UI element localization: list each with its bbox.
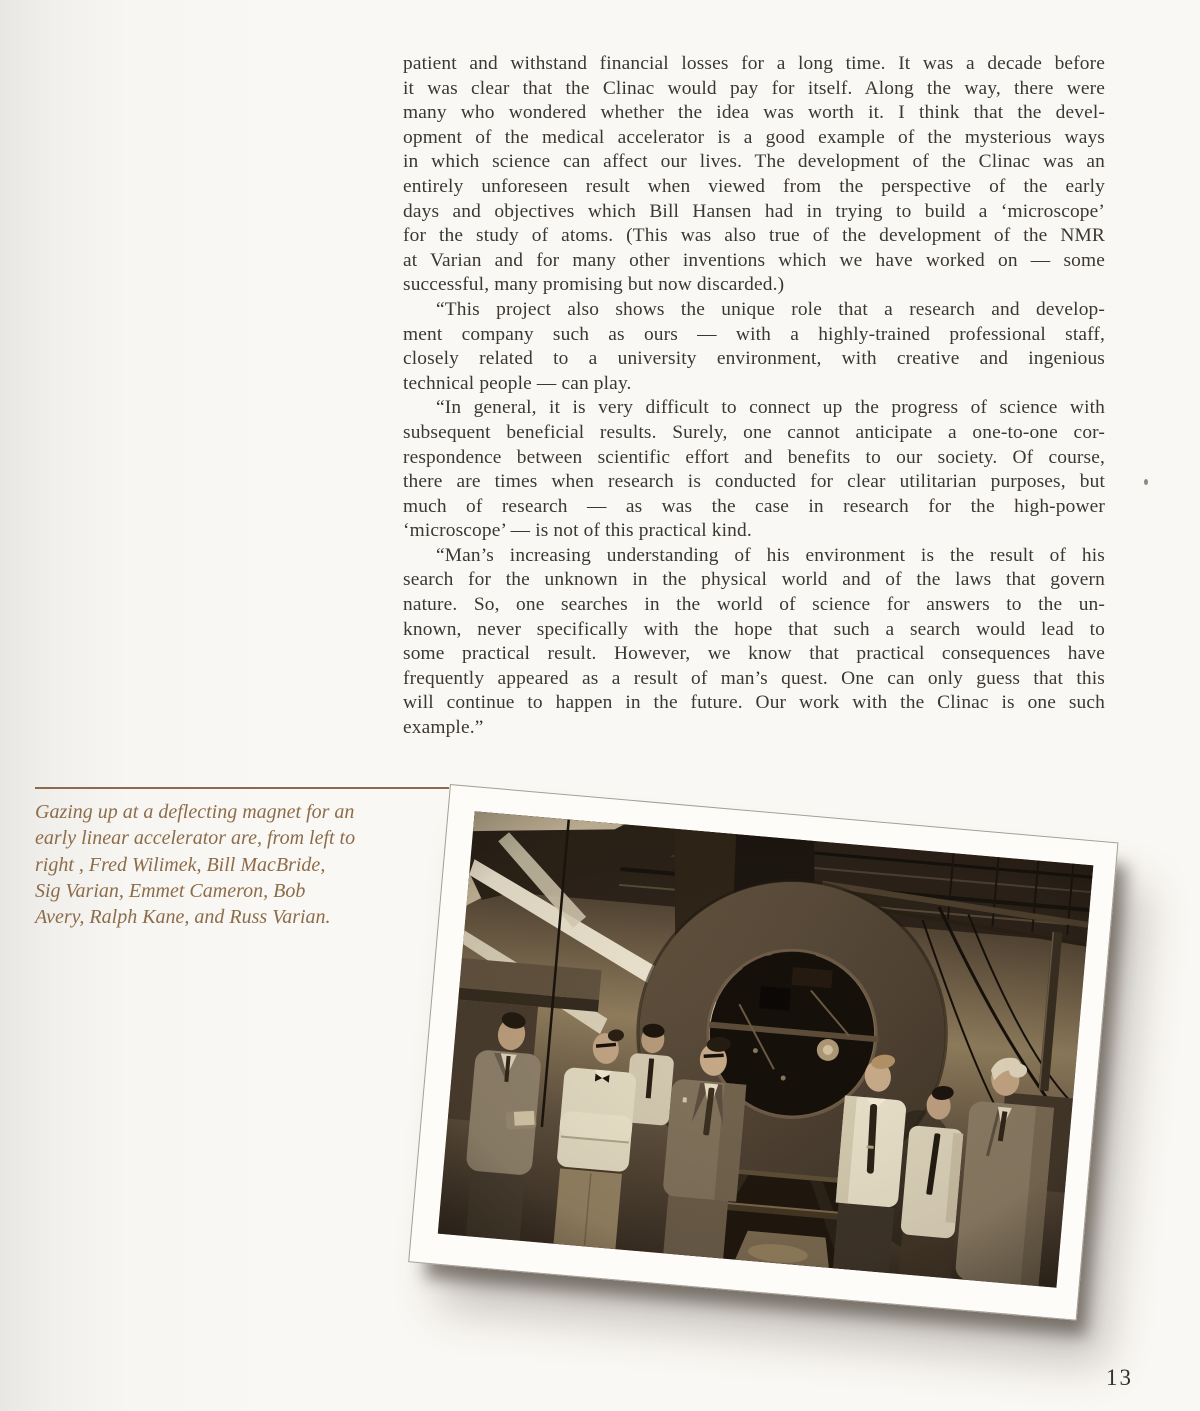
scan-speck bbox=[1144, 479, 1148, 485]
text-line: much of research — as was the case in research for the high-power bbox=[403, 495, 1105, 517]
text-line: search for the unknown in the physical world and of the laws that govern bbox=[403, 569, 1105, 591]
caption-line: Sig Varian, Emmet Cameron, Bob bbox=[35, 879, 306, 902]
text-line: known, never specifically with the hope that such a search would lead to bbox=[403, 618, 1105, 640]
text-line: “Man’s increasing understanding of his environment is the result of his bbox=[436, 544, 1105, 566]
caption-line: Gazing up at a deflecting magnet for an bbox=[35, 801, 355, 823]
page-number: 13 bbox=[1106, 1365, 1133, 1390]
photo-illustration bbox=[438, 811, 1094, 1288]
text-line: technical people — can play. bbox=[403, 372, 632, 394]
text-line: ‘microscope’ — is not of this practical kind. bbox=[403, 520, 752, 542]
text-line: “This project also shows the unique role that a research and develop- bbox=[436, 298, 1105, 320]
vignette bbox=[438, 811, 1094, 1288]
text-line: entirely unforeseen result when viewed from the perspective of the early bbox=[403, 175, 1105, 197]
text-line: will continue to happen in the future. Our work with the Clinac is one such bbox=[403, 692, 1105, 714]
text-line: respondence between scientific effort and benefits to our society. Of course, bbox=[403, 446, 1105, 468]
paragraph bbox=[403, 52, 1105, 298]
paragraph bbox=[403, 396, 1105, 544]
text-line: at Varian and for many other inventions which we have worked on — some bbox=[403, 249, 1105, 271]
caption-line: early linear accelerator are, from left to bbox=[35, 827, 356, 850]
photo-caption bbox=[35, 799, 405, 930]
text-line: days and objectives which Bill Hansen had in trying to build a ‘microscope’ bbox=[403, 200, 1105, 222]
text-line: in which science can affect our lives. The development of the Clinac was an bbox=[403, 151, 1105, 173]
text-line: “In general, it is very difficult to connect up the progress of science with bbox=[436, 397, 1105, 419]
text-line: nature. So, one searches in the world of science for answers to the un- bbox=[403, 594, 1105, 616]
text-line: some practical result. However, we know that practical consequences have bbox=[403, 643, 1105, 665]
paragraph bbox=[403, 298, 1105, 396]
body-text bbox=[403, 52, 1105, 741]
text-line: example.” bbox=[403, 717, 484, 739]
caption-rule bbox=[35, 787, 449, 789]
text-line: subsequent beneficial results. Surely, one cannot anticipate a one-to-one cor- bbox=[403, 421, 1105, 443]
text-line: patient and withstand financial losses for a long time. It was a decade before bbox=[403, 53, 1105, 74]
photograph bbox=[438, 811, 1094, 1288]
text-line: ment company such as ours — with a highly-trained professional staff, bbox=[403, 323, 1105, 345]
text-line: closely related to a university environment, with creative and ingenious bbox=[403, 348, 1105, 370]
caption-line: Avery, Ralph Kane, and Russ Varian. bbox=[35, 906, 331, 929]
text-line: there are times when research is conducted for clear utilitarian purposes, but bbox=[403, 471, 1105, 493]
text-line: for the study of atoms. (This was also true of the development of the NMR bbox=[403, 225, 1105, 247]
photograph-frame bbox=[408, 784, 1118, 1321]
text-line: successful, many promising but now discarded.) bbox=[403, 274, 785, 296]
text-line: it was clear that the Clinac would pay for itself. Along the way, there were bbox=[403, 77, 1105, 99]
caption-line: right , Fred Wilimek, Bill MacBride, bbox=[35, 853, 326, 876]
text-line: frequently appeared as a result of man’s quest. One can only guess that this bbox=[403, 667, 1105, 689]
text-line: many who wondered whether the idea was worth it. I think that the devel- bbox=[403, 102, 1105, 124]
paragraph bbox=[403, 544, 1105, 741]
text-line: opment of the medical accelerator is a good example of the mysterious ways bbox=[403, 126, 1105, 148]
